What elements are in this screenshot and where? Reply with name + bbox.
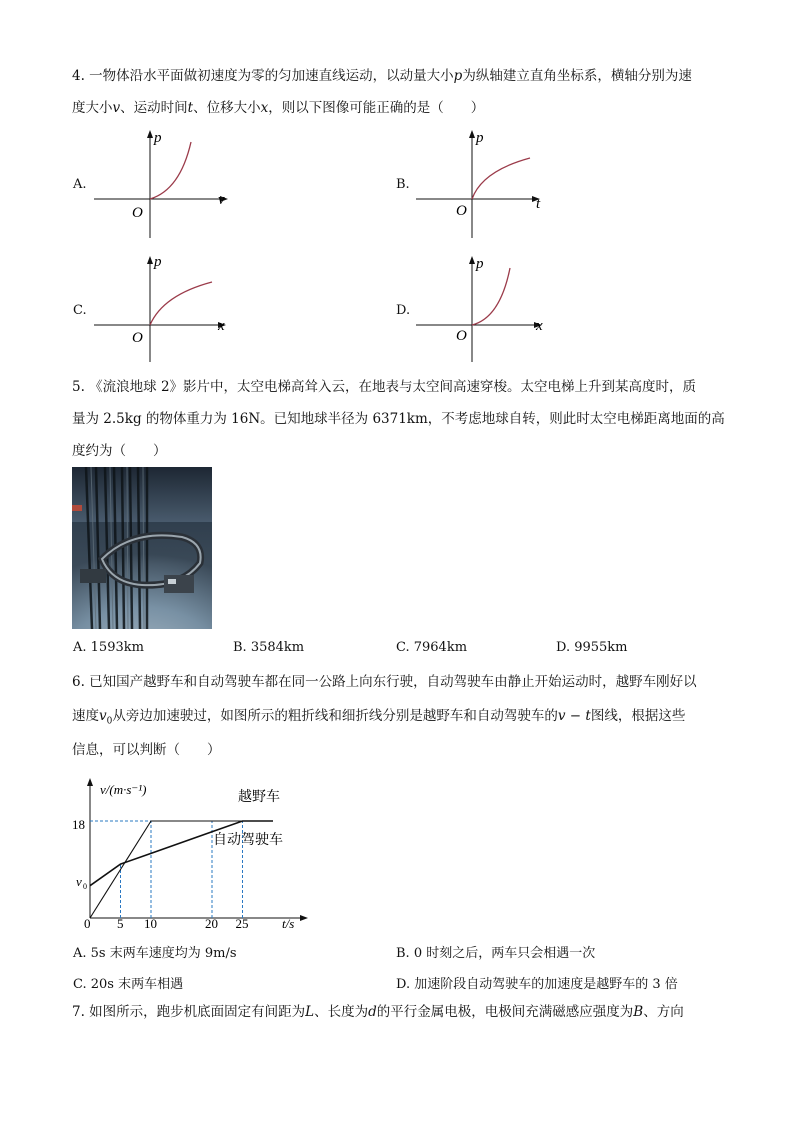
q7-text: 、长度为 <box>314 1004 369 1020</box>
q4-graph-d <box>412 252 562 364</box>
q6-option-c[interactable]: C. 20s 末两车相遇 <box>73 977 184 992</box>
q4-graph-b <box>412 128 562 240</box>
q4-line-2 <box>72 98 724 118</box>
q6-xtick-5: 5 <box>117 916 124 931</box>
q4-graph-b-yaxis: p <box>476 130 484 146</box>
q6-xtick-20: 20 <box>205 916 218 931</box>
q6-ytick-v0: v <box>76 874 82 889</box>
q4-line-1 <box>72 66 724 86</box>
q6-vt-graph <box>72 776 312 936</box>
q4-graph-c-curve <box>150 282 212 325</box>
q5-option-d[interactable]: D. 9955km <box>556 640 628 655</box>
q4-graph-a <box>90 128 240 240</box>
q4-graph-c-yaxis: p <box>154 254 162 270</box>
q6-text: 速度 <box>72 708 99 724</box>
q6-line-3: 信息，可以判断（ ） <box>72 742 221 758</box>
q6-ytick-v0-sub: 0 <box>83 882 87 891</box>
q4-var-p: p <box>453 68 463 84</box>
q4-graph-c-origin: O <box>132 330 143 346</box>
q6-var-vt: v − t <box>557 708 591 724</box>
q6-label-auto: 自动驾驶车 <box>213 833 283 848</box>
q4-option-d-label[interactable]: D. <box>396 303 411 318</box>
q4-graph-c-xaxis: x <box>218 318 225 334</box>
q4-graph-b-curve <box>472 158 530 199</box>
q4-graph-a-curve <box>150 142 191 199</box>
q6-var-v0: v <box>99 708 107 724</box>
q5-line-1: 5. 《流浪地球 2》影片中，太空电梯高耸入云，在地表与太空间高速穿梭。太空电梯上升到某高度时，质 <box>72 379 697 395</box>
q6-option-d[interactable]: D. 加速阶段自动驾驶车的加速度是越野车的 3 倍 <box>396 977 678 992</box>
q6-xtick-10: 10 <box>144 916 157 931</box>
q4-graph-d-xaxis: x <box>536 318 543 334</box>
q6-line-2 <box>72 706 724 732</box>
q4-var-v: v <box>112 100 121 116</box>
q4-graph-b-xaxis: t <box>536 196 541 212</box>
q6-yaxis-label: v/(m·s⁻¹) <box>100 782 147 797</box>
q4-var-x: x <box>260 100 269 116</box>
q7-text: 7. 如图所示，跑步机底面固定有间距为 <box>72 1004 306 1020</box>
q4-text: 4. 一物体沿水平面做初速度为零的匀加速直线运动，以动量大小 <box>72 68 454 84</box>
q6-var-v0-sub: 0 <box>106 716 113 727</box>
q6-origin: 0 <box>84 916 91 931</box>
q5-line-3: 度约为（ ） <box>72 443 167 459</box>
q7-line-1 <box>72 1002 724 1022</box>
series-offroad-line <box>90 821 273 886</box>
q6-option-b[interactable]: B. 0 时刻之后，两车只会相遇一次 <box>396 946 596 961</box>
q6-ytick-18: 18 <box>72 817 85 832</box>
q5-option-a[interactable]: A. 1593km <box>73 640 144 655</box>
q6-text: 图线，根据这些 <box>590 708 686 724</box>
q4-graph-c <box>90 252 240 364</box>
q4-text: 度大小 <box>72 100 113 116</box>
q7-var-B: B <box>633 1004 644 1020</box>
q6-option-a[interactable]: A. 5s 末两车速度均为 9m/s <box>73 946 237 961</box>
q4-graph-d-origin: O <box>456 328 467 344</box>
q4-graph-d-yaxis: p <box>476 256 484 272</box>
q7-text: 的平行金属电极，电极间充满磁感应强度为 <box>376 1004 634 1020</box>
q5-option-b[interactable]: B. 3584km <box>233 640 305 655</box>
q4-text: ，则以下图像可能正确的是（ ） <box>268 100 485 116</box>
q4-text: 为纵轴建立直角坐标系，横轴分别为速 <box>462 68 692 84</box>
q4-graph-a-xaxis: v <box>218 192 225 208</box>
q4-option-b-label[interactable]: B. <box>396 177 410 192</box>
q7-var-L: L <box>305 1004 315 1020</box>
space-elevator-image <box>72 467 212 629</box>
q6-xtick-25: 25 <box>235 916 249 931</box>
q4-text: 、运动时间 <box>120 100 188 116</box>
q6-xaxis-label: t/s <box>282 916 295 931</box>
q4-graph-a-origin: O <box>132 205 143 221</box>
q5-option-c[interactable]: C. 7964km <box>396 640 468 655</box>
q4-option-a-label[interactable]: A. <box>73 177 87 192</box>
q4-var-t: t <box>187 100 194 116</box>
q6-text: 从旁边加速驶过，如图所示的粗折线和细折线分别是越野车和自动驾驶车的 <box>112 708 558 724</box>
q4-graph-d-curve <box>472 268 510 325</box>
q7-text: 、方向 <box>643 1004 684 1020</box>
q4-text: 、位移大小 <box>193 100 261 116</box>
q4-graph-a-yaxis: p <box>154 130 162 146</box>
q5-line-2: 量为 2.5kg 的物体重力为 16N。已知地球半径为 6371km，不考虑地球自转，则此时太空电梯距离地面的高 <box>72 411 725 427</box>
q6-label-offroad: 越野车 <box>238 790 280 805</box>
q6-line-1: 6. 已知国产越野车和自动驾驶车都在同一公路上向东行驶，自动驾驶车由静止开始运动时，越野车刚好以 <box>72 674 697 690</box>
q4-option-c-label[interactable]: C. <box>73 303 87 318</box>
q7-var-d: d <box>368 1004 377 1020</box>
q4-graph-b-origin: O <box>456 203 467 219</box>
